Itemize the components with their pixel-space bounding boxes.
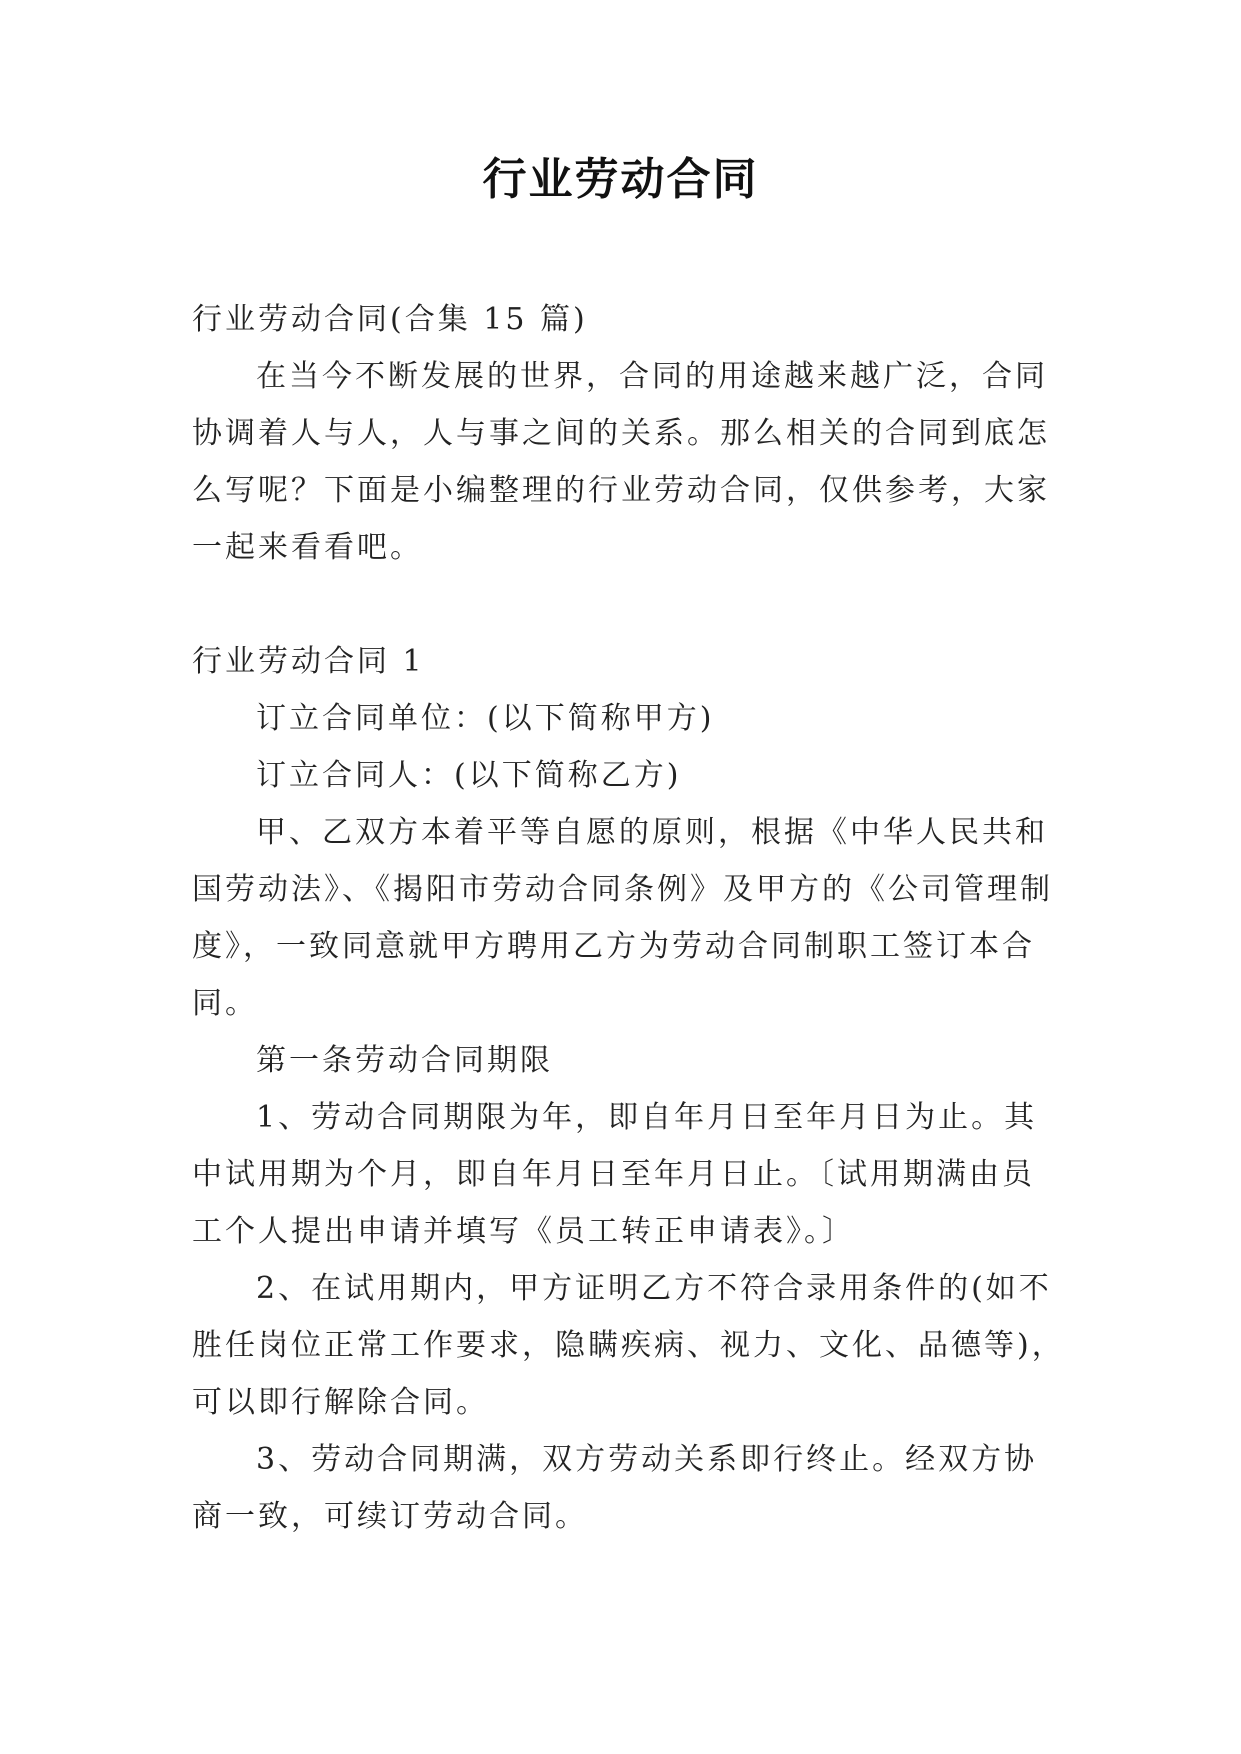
- preamble-line-1: 甲、乙双方本着平等自愿的原则，根据《中华人民共和: [256, 815, 1048, 850]
- intro-line-1: 在当今不断发展的世界，合同的用途越来越广泛，合同: [256, 359, 1048, 394]
- clause-1-line-1: 1、劳动合同期限为年，即自年月日至年月日为止。其: [256, 1100, 1038, 1135]
- clause-2-line-3: 可以即行解除合同。: [192, 1385, 489, 1420]
- intro-line-2: 协调着人与人，人与事之间的关系。那么相关的合同到底怎: [192, 416, 1050, 451]
- paragraph-gap: [192, 576, 1052, 633]
- collection-heading: 行业劳动合同(合集 15 篇): [192, 302, 588, 337]
- employer-line: 订立合同单位：(以下简称甲方): [256, 701, 715, 736]
- clause-2-line-2: 胜任岗位正常工作要求，隐瞒疾病、视力、文化、品德等)，: [192, 1328, 1065, 1363]
- clause-2-line-1: 2、在试用期内，甲方证明乙方不符合录用条件的(如不: [256, 1271, 1052, 1306]
- document-body: [192, 291, 1065, 1545]
- clause-3-line-2: 商一致，可续订劳动合同。: [192, 1499, 588, 1534]
- clause-3-line-1: 3、劳动合同期满，双方劳动关系即行终止。经双方协: [256, 1442, 1038, 1477]
- clause-1-line-3: 工个人提出申请并填写《员工转正申请表》。〕: [192, 1214, 855, 1249]
- preamble-line-2: 国劳动法》、《揭阳市劳动合同条例》及甲方的《公司管理制: [192, 872, 1053, 907]
- preamble-line-3: 度》，一致同意就甲方聘用乙方为劳动合同制职工签订本合: [192, 929, 1035, 964]
- employee-line: 订立合同人：(以下简称乙方): [256, 758, 682, 793]
- article-heading: 第一条劳动合同期限: [256, 1043, 553, 1078]
- document-title: 行业劳动合同: [482, 154, 759, 205]
- intro-line-3: 么写呢？下面是小编整理的行业劳动合同，仅供参考，大家: [192, 473, 1050, 508]
- clause-1-line-2: 中试用期为个月，即自年月日至年月日止。〔试用期满由员: [192, 1157, 1035, 1192]
- intro-line-4: 一起来看看吧。: [192, 530, 423, 565]
- preamble-line-4: 同。: [192, 986, 258, 1021]
- section-heading: 行业劳动合同 1: [192, 644, 425, 679]
